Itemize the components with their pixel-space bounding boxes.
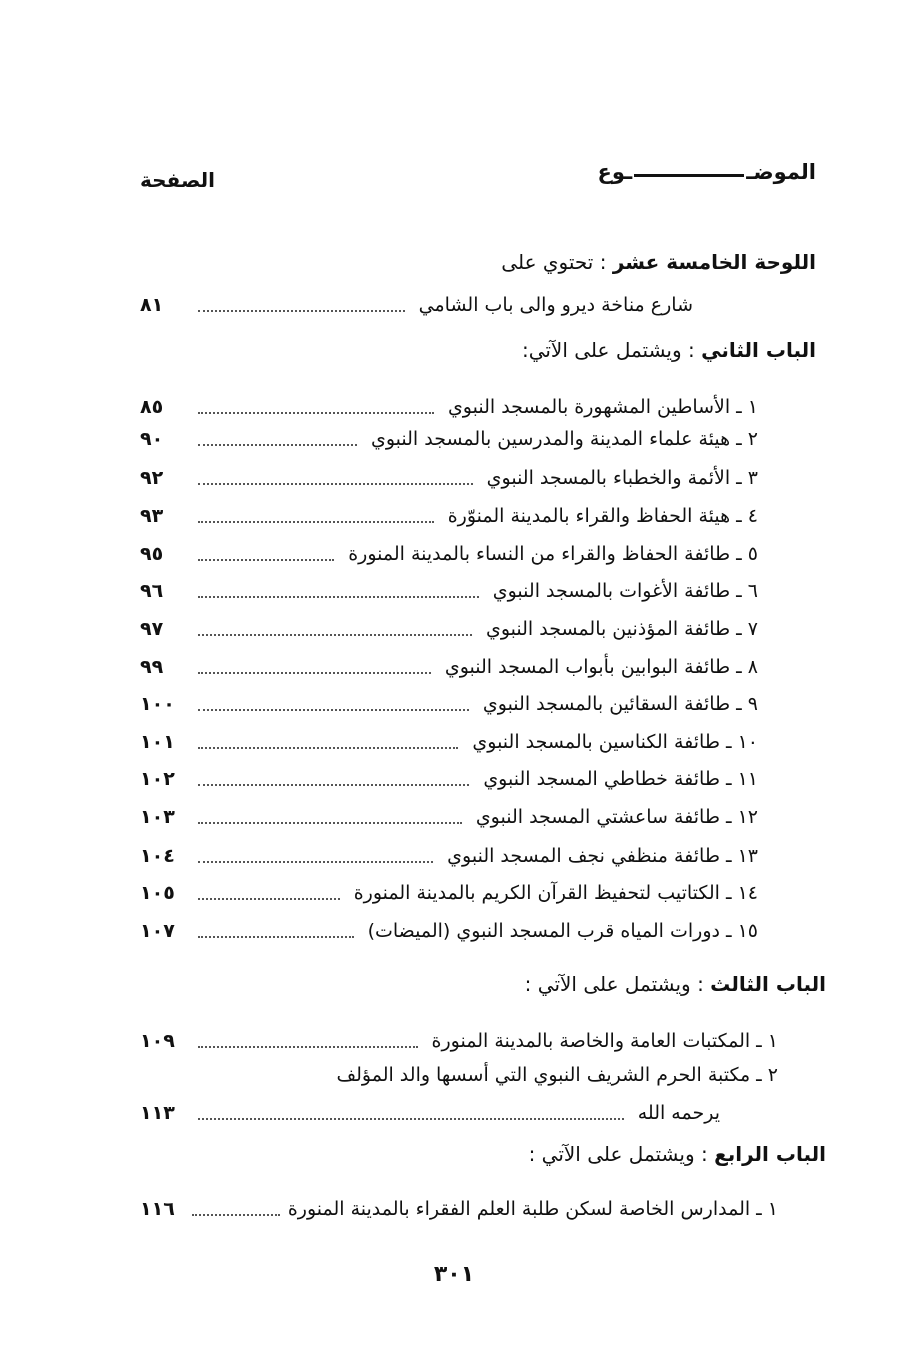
- toc-entry-number: ١ ـ: [736, 396, 758, 418]
- page-number: ٣٠١: [433, 1262, 475, 1287]
- toc-entry-text: طائفة الأغوات بالمسجد النبوي: [492, 580, 731, 602]
- toc-entry-text: هيئة الحفاظ والقراء بالمدينة المنوّرة: [447, 505, 731, 527]
- toc-entry-page: ١٠١: [140, 731, 175, 753]
- plate15-title: اللوحة الخامسة عشر: [612, 250, 816, 274]
- toc-entry-text: طائفة الحفاظ والقراء من النساء بالمدينة المنورة: [348, 543, 731, 565]
- toc-entry-number: ٢ ـ: [756, 1064, 778, 1086]
- chapter4-title: الباب الرابع: [714, 1142, 826, 1166]
- toc-entry-text: هيئة علماء المدينة والمدرسين بالمسجد النبوي: [370, 428, 731, 450]
- toc-entry: [140, 878, 758, 908]
- leader-dots: [198, 898, 340, 900]
- toc-entry: [140, 424, 758, 454]
- toc-entry-number: ١٠ ـ: [725, 731, 758, 753]
- toc-entry-text: الأئمة والخطباء بالمسجد النبوي: [486, 467, 731, 489]
- toc-entry-page: ١٠٧: [140, 920, 175, 942]
- chapter2-heading: [522, 338, 816, 362]
- leader-dots: [198, 444, 357, 446]
- leader-dots: [198, 936, 354, 938]
- leader-dots: [198, 521, 434, 523]
- leader-dots: [198, 709, 469, 711]
- leader-dots: [198, 596, 479, 598]
- toc-entry-number: ١٤ ـ: [725, 882, 758, 904]
- toc-entry-text: طائفة السقائين بالمسجد النبوي: [482, 693, 731, 715]
- toc-entry-number: ٩ ـ: [736, 693, 758, 715]
- toc-entry-text: شارع مناخة ديرو والى باب الشامي: [418, 294, 693, 316]
- toc-entry-text: دورات المياه قرب المسجد النبوي (الميضات): [367, 920, 720, 942]
- toc-entry-number: ١٥ ـ: [725, 920, 758, 942]
- toc-entry-page: ٩٠: [140, 428, 164, 450]
- toc-entry-number: ٤ ـ: [736, 505, 758, 527]
- toc-entry-page: ١٠٣: [140, 806, 175, 828]
- leader-dots: [198, 310, 405, 312]
- leader-dots: [198, 1046, 418, 1048]
- leader-dots: [192, 1214, 280, 1216]
- toc-entry-text: المدارس الخاصة لسكن طلبة العلم الفقراء بالمدينة المنورة: [287, 1198, 751, 1220]
- toc-entry: [140, 652, 758, 682]
- toc-entry: [140, 501, 758, 531]
- toc-entry: [140, 539, 758, 569]
- chapter2-suffix: : ويشتمل على الآتي:: [521, 338, 695, 362]
- toc-entry-number: ٨ ـ: [736, 656, 758, 678]
- toc-entry-number: ١٣ ـ: [725, 845, 758, 867]
- toc-entry-page: ١١٣: [140, 1102, 175, 1124]
- toc-entry-text: الأساطين المشهورة بالمسجد النبوي: [447, 396, 731, 418]
- toc-entry-text: طائفة منظفي نجف المسجد النبوي: [447, 845, 720, 867]
- toc-entry-plate15: [140, 290, 693, 320]
- toc-entry-page: ١٠٢: [140, 768, 175, 790]
- toc-entry-page: ٩٢: [140, 467, 164, 489]
- toc-entry: [140, 392, 758, 422]
- toc-entry-text: الكتاتيب لتحفيظ القرآن الكريم بالمدينة المنورة: [353, 882, 720, 904]
- toc-entry-page: ١١٦: [140, 1198, 175, 1220]
- toc-entry: [140, 727, 758, 757]
- chapter2-title: الباب الثاني: [701, 338, 816, 362]
- toc-entry-page: ٩٣: [140, 505, 164, 527]
- toc-entry-page: ١٠٥: [140, 882, 175, 904]
- toc-entry-text: المكتبات العامة والخاصة بالمدينة المنورة: [431, 1030, 751, 1052]
- leader-dots: [198, 1118, 624, 1120]
- toc-entry-text: طائفة البوابين بأبواب المسجد النبوي: [444, 656, 731, 678]
- leader-dots: [198, 784, 469, 786]
- chapter3-title: الباب الثالث: [710, 972, 826, 996]
- plate15-suffix: : تحتوي على: [501, 250, 607, 274]
- toc-entry-text: طائفة الكناسين بالمسجد النبوي: [472, 731, 720, 753]
- toc-entry-number: ٦ ـ: [736, 580, 758, 602]
- toc-entry: [140, 802, 758, 832]
- toc-entry: [140, 1194, 778, 1224]
- toc-entry-page: ١٠٠: [140, 693, 175, 715]
- subject-label-end: ـوع: [597, 160, 633, 184]
- toc-entry: [140, 463, 758, 493]
- toc-entry-number: ٣ ـ: [736, 467, 758, 489]
- leader-dots: [198, 672, 431, 674]
- toc-entry: [140, 614, 758, 644]
- toc-entry-number: ١ ـ: [756, 1198, 778, 1220]
- toc-entry-text: طائفة خطاطي المسجد النبوي: [483, 768, 720, 790]
- toc-entry-number: ١١ ـ: [725, 768, 758, 790]
- leader-dots: [198, 861, 433, 863]
- toc-entry-text: مكتبة الحرم الشريف النبوي التي أسسها والد المؤلف: [336, 1064, 751, 1086]
- leader-dots: [198, 559, 334, 561]
- toc-entry: [140, 689, 758, 719]
- toc-entry-text: طائفة ساعشتي المسجد النبوي: [475, 806, 720, 828]
- toc-entry-page: ٩٩: [140, 656, 164, 678]
- toc-entry-page: ٨١: [140, 294, 164, 316]
- toc-entry-number: ٧ ـ: [736, 618, 758, 640]
- toc-entry-text: يرحمه الله: [637, 1102, 720, 1124]
- header-rule: [634, 174, 744, 177]
- chapter3-suffix: : ويشتمل على الآتي :: [524, 972, 704, 996]
- chapter4-suffix: : ويشتمل على الآتي :: [528, 1142, 708, 1166]
- subject-label-start: الموضـ: [746, 160, 816, 184]
- page-column-header: الصفحة: [140, 168, 216, 192]
- plate15-heading: [501, 250, 816, 274]
- toc-entry-continuation: [140, 1098, 720, 1128]
- toc-entry-multiline: [240, 1060, 778, 1090]
- toc-entry: [140, 576, 758, 606]
- toc-entry-page: ٨٥: [140, 396, 164, 418]
- toc-entry: [140, 841, 758, 871]
- leader-dots: [198, 822, 462, 824]
- leader-dots: [198, 634, 472, 636]
- toc-entry-text: طائفة المؤذنين بالمسجد النبوي: [485, 618, 731, 640]
- toc-entry-number: ١٢ ـ: [725, 806, 758, 828]
- toc-entry-page: ٩٦: [140, 580, 164, 602]
- leader-dots: [198, 483, 473, 485]
- toc-entry-number: ١ ـ: [756, 1030, 778, 1052]
- leader-dots: [198, 412, 434, 414]
- chapter4-heading: [529, 1142, 826, 1166]
- toc-entry-page: ٩٥: [140, 543, 164, 565]
- chapter3-heading: [525, 972, 826, 996]
- leader-dots: [198, 747, 458, 749]
- toc-entry: [140, 916, 758, 946]
- toc-entry-number: ٥ ـ: [736, 543, 758, 565]
- toc-entry-page: ١٠٩: [140, 1030, 175, 1052]
- toc-entry: [140, 764, 758, 794]
- toc-entry-page: ٩٧: [140, 618, 164, 640]
- toc-entry: [140, 1026, 778, 1056]
- subject-column-header: [597, 160, 816, 184]
- toc-entry-number: ٢ ـ: [736, 428, 758, 450]
- toc-entry-page: ١٠٤: [140, 845, 175, 867]
